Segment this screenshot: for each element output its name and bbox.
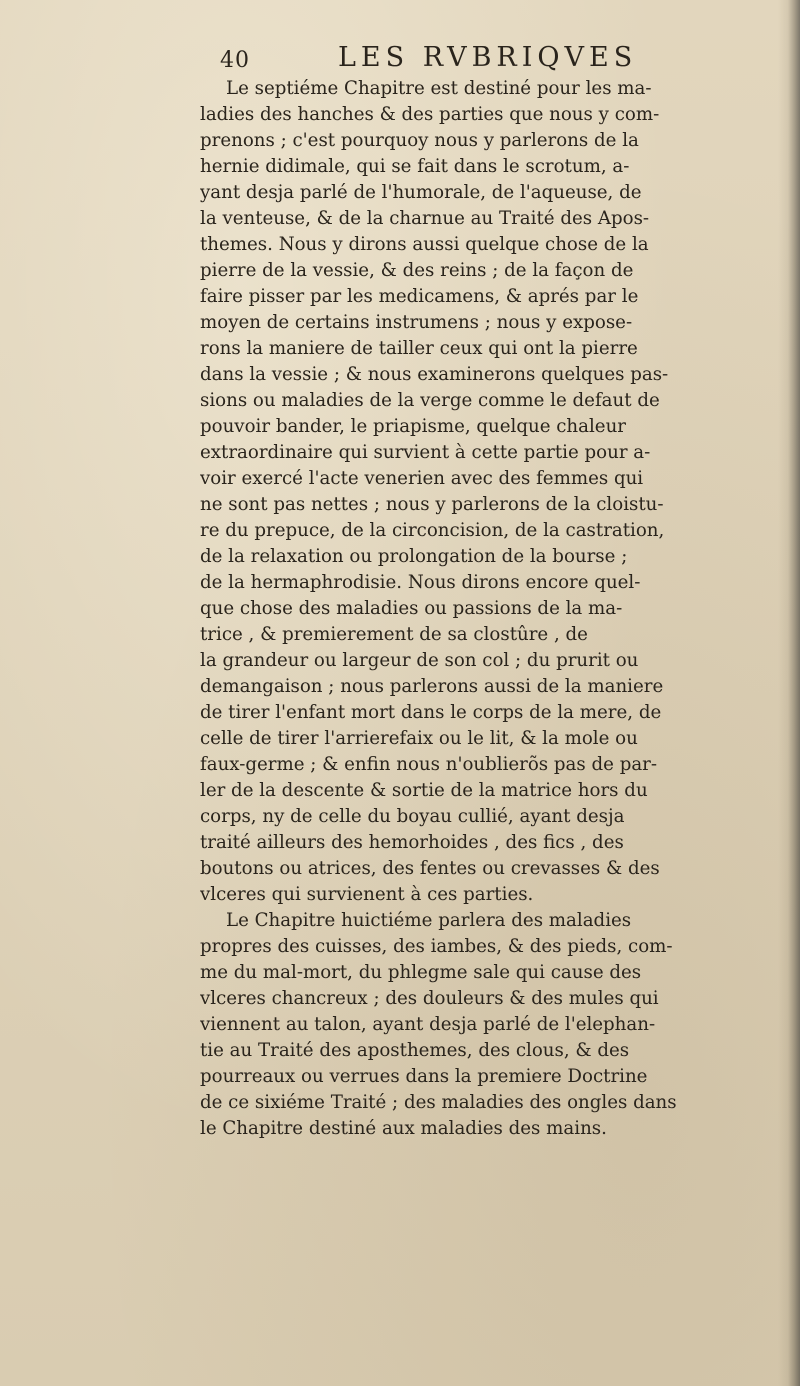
text-line: traité ailleurs des hemorhoides , des fics , des — [200, 832, 624, 853]
text-line: tie au Traité des aposthemes, des clous, & des — [200, 1040, 630, 1061]
text-line: viennent au talon, ayant desja parlé de l'elephan- — [200, 1014, 656, 1035]
page-header — [200, 42, 760, 78]
text-line: boutons ou atrices, des fentes ou crevasses & des — [200, 858, 660, 879]
text-line: prenons ; c'est pourquoy nous y parlerons de la — [200, 130, 639, 151]
text-line: hernie didimale, qui se fait dans le scrotum, a- — [200, 156, 630, 177]
text-line: demangaison ; nous parlerons aussi de la maniere — [200, 676, 664, 697]
text-line: Le Chapitre huictiéme parlera des maladies — [226, 910, 632, 931]
page-edge-shadow — [778, 0, 800, 1386]
running-head: LES RVBRIQVES — [338, 42, 638, 73]
text-line: ne sont pas nettes ; nous y parlerons de la cloistu- — [200, 494, 664, 515]
text-line: de tirer l'enfant mort dans le corps de la mere, de — [200, 702, 662, 723]
text-line: ler de la descente & sortie de la matrice hors du — [200, 780, 648, 801]
text-line: rons la maniere de tailler ceux qui ont la pierre — [200, 338, 638, 359]
text-line: moyen de certains instrumens ; nous y expose- — [200, 312, 633, 333]
text-line: re du prepuce, de la circoncision, de la castration, — [200, 520, 665, 541]
text-line: celle de tirer l'arrierefaix ou le lit, & la mole ou — [200, 728, 638, 749]
text-line: me du mal-mort, du phlegme sale qui cause des — [200, 962, 642, 983]
text-line: de ce sixiéme Traité ; des maladies des ongles dans — [200, 1092, 677, 1113]
text-line: faire pisser par les medicamens, & aprés par le — [200, 286, 639, 307]
text-line: themes. Nous y dirons aussi quelque chose de la — [200, 234, 649, 255]
text-line: que chose des maladies ou passions de la ma- — [200, 598, 623, 619]
text-line: dans la vessie ; & nous examinerons quelques pas- — [200, 364, 669, 385]
page-number: 40 — [220, 48, 250, 73]
text-line: trice , & premierement de sa clostûre , de — [200, 624, 588, 645]
text-line: extraordinaire qui survient à cette partie pour a- — [200, 442, 651, 463]
text-line: yant desja parlé de l'humorale, de l'aqueuse, de — [200, 182, 642, 203]
text-line: Le septiéme Chapitre est destiné pour les ma- — [226, 78, 652, 99]
text-line: la grandeur ou largeur de son col ; du prurit ou — [200, 650, 639, 671]
text-line: faux-germe ; & enfin nous n'oublierõs pas de par- — [200, 754, 658, 775]
text-line: voir exercé l'acte venerien avec des femmes qui — [200, 468, 644, 489]
text-line: la venteuse, & de la charnue au Traité des Apos- — [200, 208, 650, 229]
text-line: de la relaxation ou prolongation de la bourse ; — [200, 546, 628, 567]
text-line: vlceres qui survienent à ces parties. — [200, 884, 534, 905]
text-line: vlceres chancreux ; des douleurs & des mules qui — [200, 988, 659, 1009]
text-line: propres des cuisses, des iambes, & des pieds, com- — [200, 936, 673, 957]
text-line: le Chapitre destiné aux maladies des mains. — [200, 1118, 607, 1139]
text-line: de la hermaphrodisie. Nous dirons encore quel- — [200, 572, 641, 593]
body-text — [200, 76, 770, 1142]
text-line: sions ou maladies de la verge comme le defaut de — [200, 390, 660, 411]
text-line: pierre de la vessie, & des reins ; de la façon de — [200, 260, 634, 281]
text-line: pourreaux ou verrues dans la premiere Doctrine — [200, 1066, 648, 1087]
text-line: ladies des hanches & des parties que nous y com- — [200, 104, 660, 125]
text-line: corps, ny de celle du boyau cullié, ayant desja — [200, 806, 625, 827]
text-line: pouvoir bander, le priapisme, quelque chaleur — [200, 416, 626, 437]
